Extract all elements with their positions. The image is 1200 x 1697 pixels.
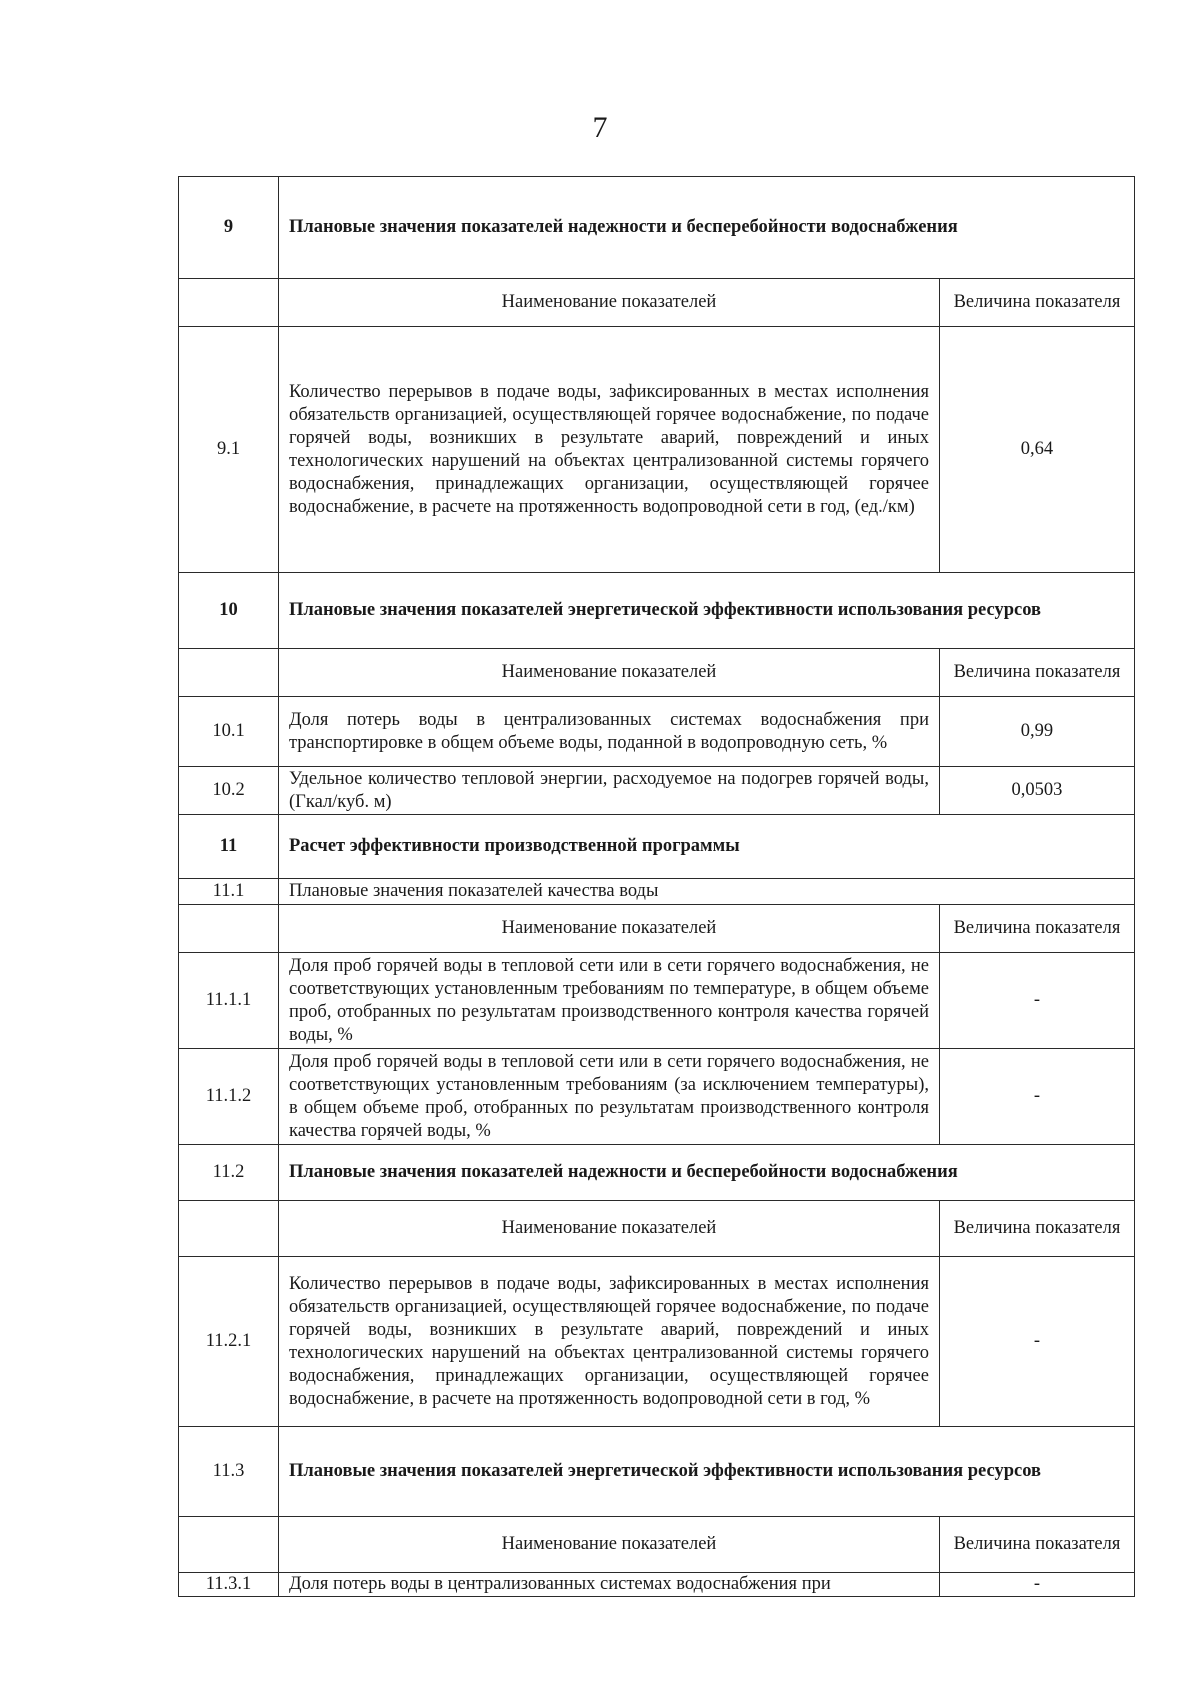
row-number: 11.1.1 <box>179 953 279 1049</box>
subsection-row-11-1 <box>179 879 1135 905</box>
row-number: 10.2 <box>179 767 279 815</box>
section-number: 11.1 <box>179 879 279 905</box>
column-header-row <box>179 1201 1135 1257</box>
row-number: 11.2.1 <box>179 1257 279 1427</box>
col-header-value: Величина показателя <box>939 905 1134 953</box>
column-header-row <box>179 649 1135 697</box>
empty-cell <box>179 905 279 953</box>
col-header-value: Величина показателя <box>939 649 1134 697</box>
table-row <box>179 1049 1135 1145</box>
subsection-row-11-2 <box>179 1145 1135 1201</box>
table-row <box>179 953 1135 1049</box>
row-description: Количество перерывов в подаче воды, зафиксированных в местах исполнения обязательств организацией, осуществляющей горячее водоснабжение, по подаче горячей воды, возникших в результате аварий, повреждений и иных технологических нарушений на объектах централизованной системы горячего водоснабжения, принадлежащих организации, осуществляющей горячее водоснабжение, в расчете на протяженность водопроводной сети в год, % <box>279 1257 940 1427</box>
table-row <box>179 767 1135 815</box>
row-description: Удельное количество тепловой энергии, расходуемое на подогрев горячей воды, (Гкал/куб. м) <box>279 767 940 815</box>
section-title: Расчет эффективности производственной программы <box>279 815 1135 879</box>
page-number: 7 <box>592 111 608 144</box>
indicators-table <box>178 176 1135 1597</box>
column-header-row <box>179 1517 1135 1573</box>
row-number: 9.1 <box>179 327 279 573</box>
row-description: Доля потерь воды в централизованных системах водоснабжения при <box>279 1573 940 1597</box>
row-number: 11.3.1 <box>179 1573 279 1597</box>
empty-cell <box>179 279 279 327</box>
row-value: 0,99 <box>939 697 1134 767</box>
row-description: Доля потерь воды в централизованных системах водоснабжения при транспортировке в общем объеме воды, поданной в водопроводную сеть, % <box>279 697 940 767</box>
row-value: - <box>939 1049 1134 1145</box>
row-number: 11.1.2 <box>179 1049 279 1145</box>
col-header-name: Наименование показателей <box>279 1517 940 1573</box>
row-value: - <box>939 1573 1134 1597</box>
section-title: Плановые значения показателей надежности и бесперебойности водоснабжения <box>279 1145 1135 1201</box>
row-description: Количество перерывов в подаче воды, зафиксированных в местах исполнения обязательств организацией, осуществляющей горячее водоснабжение, по подаче горячей воды, возникших в результате аварий, повреждений и иных технологических нарушений на объектах централизованной системы горячего водоснабжения, принадлежащих организации, осуществляющей горячее водоснабжение, в расчете на протяженность водопроводной сети в год, (ед./км) <box>279 327 940 573</box>
row-description: Доля проб горячей воды в тепловой сети или в сети горячего водоснабжения, не соответствующих установленным требованиям (за исключением температуры), в общем объеме проб, отобранных по результатам производственного контроля качества горячей воды, % <box>279 1049 940 1145</box>
col-header-value: Величина показателя <box>939 1517 1134 1573</box>
table-row <box>179 1573 1135 1597</box>
section-row-11 <box>179 815 1135 879</box>
section-number: 11 <box>179 815 279 879</box>
row-value: 0,64 <box>939 327 1134 573</box>
row-value: - <box>939 953 1134 1049</box>
col-header-name: Наименование показателей <box>279 649 940 697</box>
col-header-value: Величина показателя <box>939 279 1134 327</box>
section-row-10 <box>179 573 1135 649</box>
section-title: Плановые значения показателей качества воды <box>279 879 1135 905</box>
col-header-name: Наименование показателей <box>279 279 940 327</box>
section-number: 9 <box>179 177 279 279</box>
row-number: 10.1 <box>179 697 279 767</box>
column-header-row <box>179 905 1135 953</box>
row-description: Доля проб горячей воды в тепловой сети или в сети горячего водоснабжения, не соответствующих установленным требованиям по температуре, в общем объеме проб, отобранных по результатам производственного контроля качества горячей воды, % <box>279 953 940 1049</box>
row-value: 0,0503 <box>939 767 1134 815</box>
section-number: 10 <box>179 573 279 649</box>
section-title: Плановые значения показателей энергетической эффективности использования ресурсов <box>279 573 1135 649</box>
empty-cell <box>179 1517 279 1573</box>
subsection-row-11-3 <box>179 1427 1135 1517</box>
row-value: - <box>939 1257 1134 1427</box>
section-row-9 <box>179 177 1135 279</box>
table-row <box>179 1257 1135 1427</box>
col-header-name: Наименование показателей <box>279 905 940 953</box>
empty-cell <box>179 649 279 697</box>
table-row <box>179 697 1135 767</box>
section-number: 11.2 <box>179 1145 279 1201</box>
section-number: 11.3 <box>179 1427 279 1517</box>
col-header-value: Величина показателя <box>939 1201 1134 1257</box>
section-title: Плановые значения показателей энергетической эффективности использования ресурсов <box>279 1427 1135 1517</box>
col-header-name: Наименование показателей <box>279 1201 940 1257</box>
table-row <box>179 327 1135 573</box>
column-header-row <box>179 279 1135 327</box>
empty-cell <box>179 1201 279 1257</box>
section-title: Плановые значения показателей надежности и бесперебойности водоснабжения <box>279 177 1135 279</box>
